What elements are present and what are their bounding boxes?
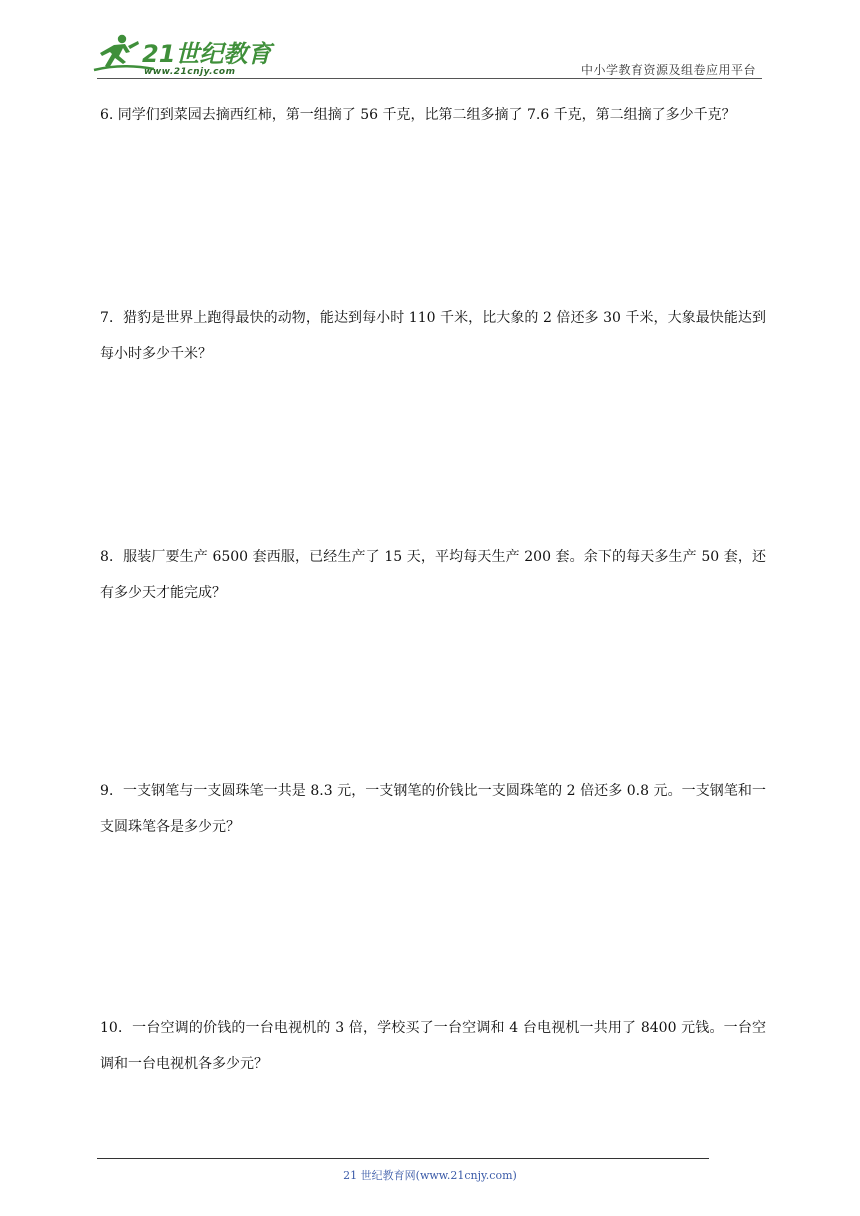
site-logo — [92, 32, 292, 78]
question-7: 7．猎豹是世界上跑得最快的动物，能达到每小时 110 千米，比大象的 2 倍还多 30 千米，大象最快能达到每小时多少千米？ — [100, 310, 766, 362]
question-8: 8．服装厂要生产 6500 套西服，已经生产了 15 天，平均每天生产 200 套。余下的每天多生产 50 套，还有多少天才能完成？ — [100, 549, 766, 601]
logo-url: www.21cnjy.com — [144, 67, 236, 77]
footer-divider — [97, 1158, 709, 1159]
question-6: 6. 同学们到菜园去摘西红柿，第一组摘了 56 千克，比第二组多摘了 7.6 千克，第二组摘了多少千克？ — [100, 107, 736, 123]
question-10: 10．一台空调的价钱的一台电视机的 3 倍，学校买了一台空调和 4 台电视机一共用了 8400 元钱。一台空调和一台电视机各多少元？ — [100, 1020, 766, 1072]
platform-name: 中小学教育资源及组卷应用平台 — [580, 63, 756, 77]
logo-wordmark: 21世纪教育 — [142, 40, 272, 68]
footer-link[interactable]: 21 世纪教育网(www.21cnjy.com) — [343, 1169, 517, 1182]
header-divider — [97, 78, 762, 79]
page-header — [0, 0, 860, 80]
question-9: 9．一支钢笔与一支圆珠笔一共是 8.3 元，一支钢笔的价钱比一支圆珠笔的 2 倍还多 0.8 元。一支钢笔和一支圆珠笔各是多少元？ — [100, 783, 766, 835]
runner-icon — [100, 35, 139, 68]
